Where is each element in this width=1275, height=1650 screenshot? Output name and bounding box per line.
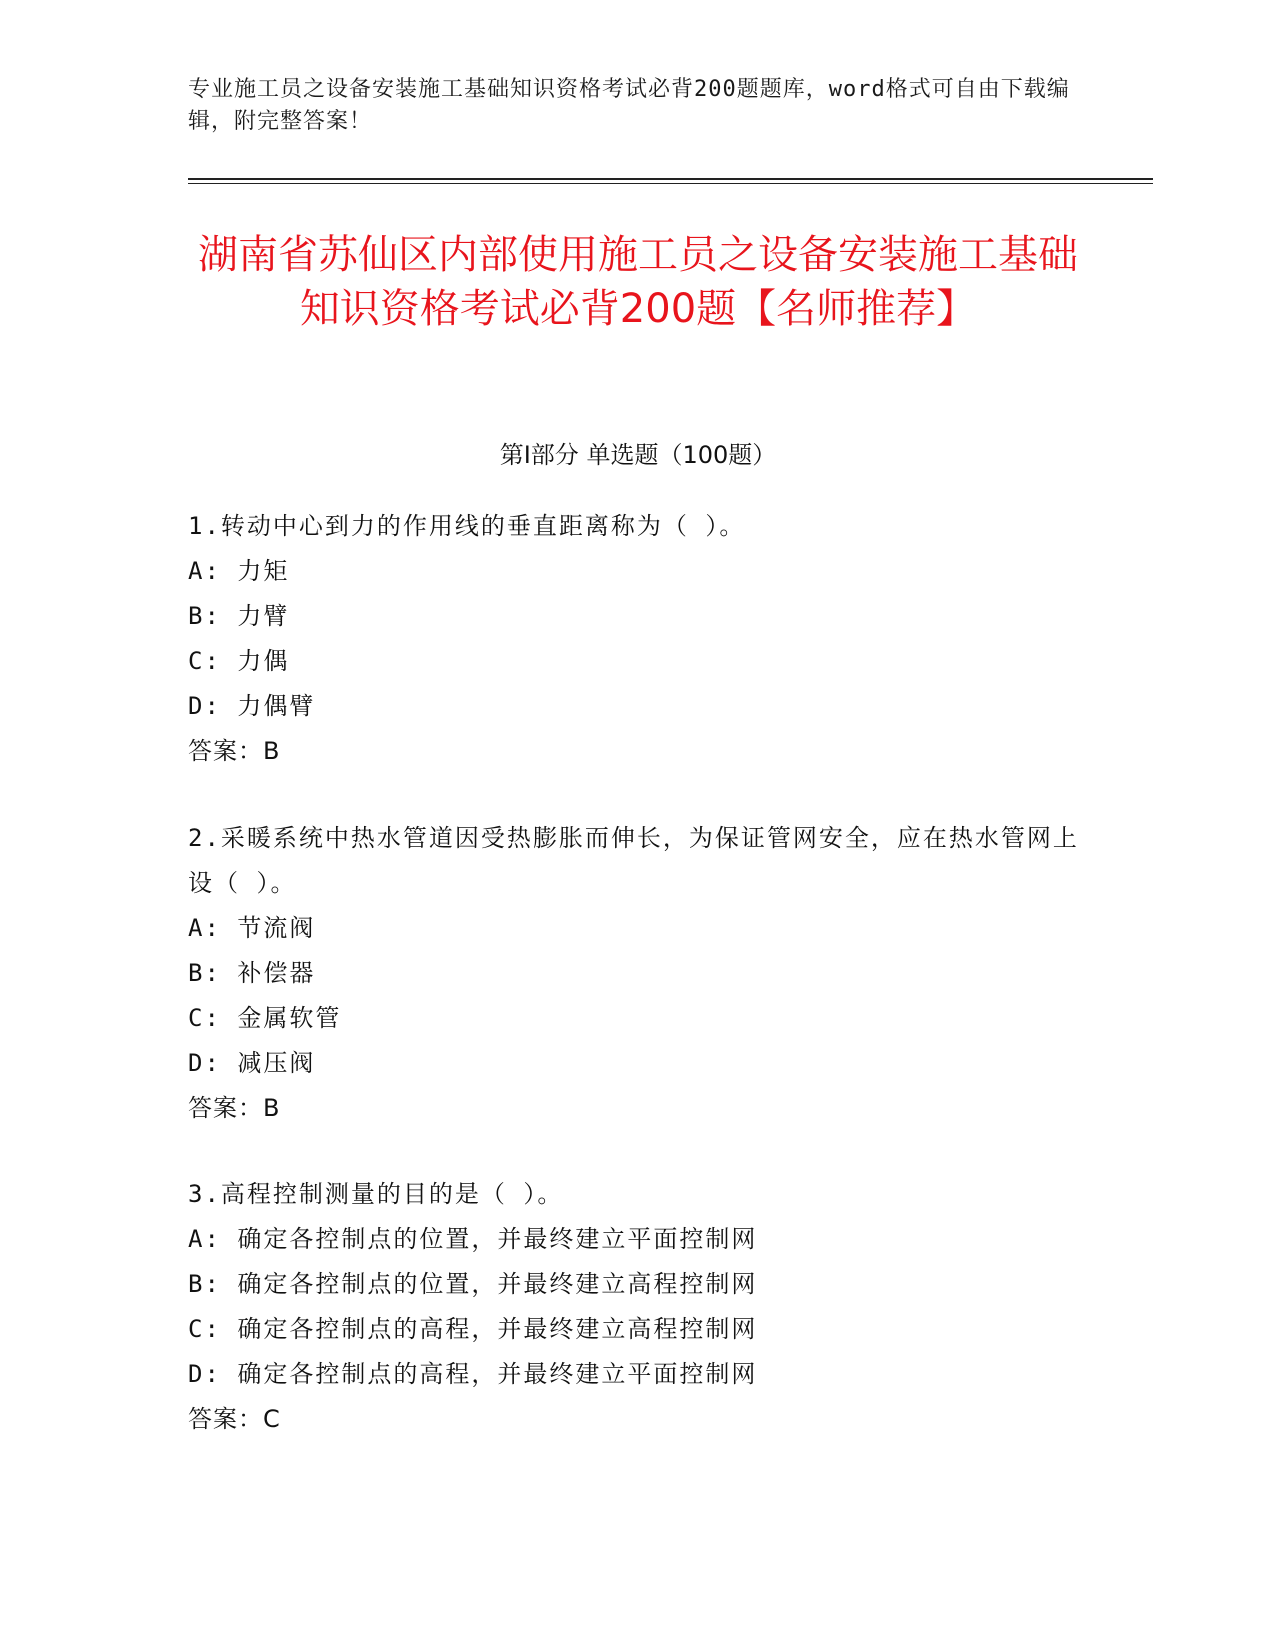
option-d: D: 确定各控制点的高程，并最终建立平面控制网	[188, 1360, 758, 1388]
option-c: C: 金属软管	[188, 1004, 342, 1032]
answer: 答案：B	[188, 1094, 281, 1122]
question-3	[188, 1172, 1088, 1442]
option-b: B: 力臂	[188, 602, 290, 630]
option-d: D: 力偶臂	[188, 692, 316, 720]
question-2	[188, 816, 1088, 1131]
question-stem: 3.高程控制测量的目的是（ ）。	[188, 1180, 564, 1208]
option-a: A: 确定各控制点的位置，并最终建立平面控制网	[188, 1225, 758, 1253]
option-a: A: 力矩	[188, 557, 290, 585]
question-stem: 1.转动中心到力的作用线的垂直距离称为（ ）。	[188, 512, 746, 540]
header-note: 专业施工员之设备安装施工基础知识资格考试必背200题题库，word格式可自由下载编辑，附完整答案！	[188, 77, 1070, 134]
option-c: C: 力偶	[188, 647, 290, 675]
answer: 答案：C	[188, 1405, 281, 1433]
option-b: B: 确定各控制点的位置，并最终建立高程控制网	[188, 1270, 758, 1298]
option-a: A: 节流阀	[188, 914, 316, 942]
section-title: 第I部分 单选题（100题）	[499, 441, 777, 469]
header-divider-thin	[188, 183, 1153, 184]
option-d: D: 减压阀	[188, 1049, 316, 1077]
question-1	[188, 504, 1088, 774]
document-title: 湖南省苏仙区内部使用施工员之设备安装施工基础知识资格考试必背200题【名师推荐】	[198, 232, 1078, 332]
answer: 答案：B	[188, 737, 281, 765]
option-c: C: 确定各控制点的高程，并最终建立高程控制网	[188, 1315, 758, 1343]
question-stem: 2.采暖系统中热水管道因受热膨胀而伸长，为保证管网安全，应在热水管网上设（ ）。	[188, 824, 1079, 897]
header-divider-thick	[188, 178, 1153, 180]
option-b: B: 补偿器	[188, 959, 316, 987]
